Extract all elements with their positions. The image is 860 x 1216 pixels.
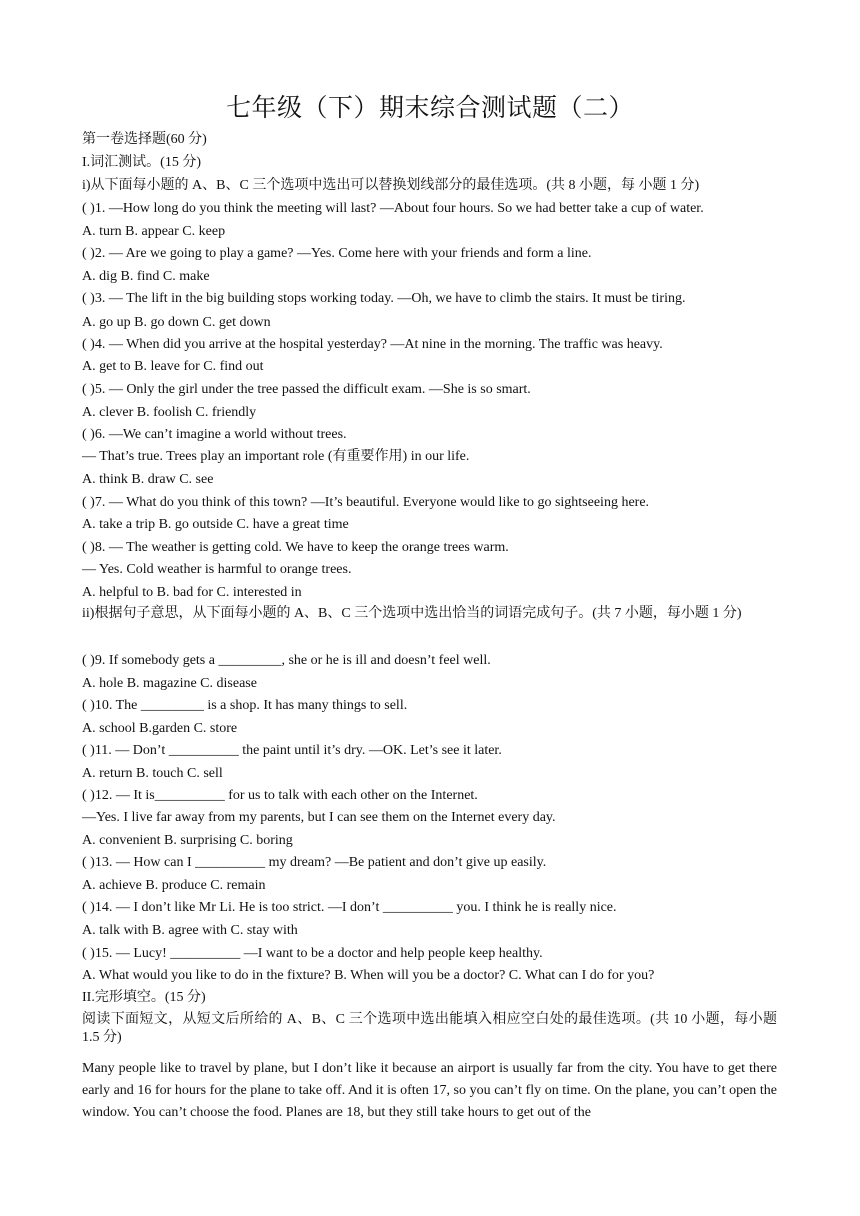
question-text: ( )2. — Are we going to play a game? —Yes. Come here with your friends and form a line. — [82, 246, 592, 261]
question-options: A. achieve B. produce C. remain — [82, 878, 266, 893]
question-text: ( )13. — How can I __________ my dream? —Be patient and don’t give up easily. — [82, 855, 547, 870]
question-options: A. take a trip B. go outside C. have a great time — [82, 517, 349, 532]
question-options: A. What would you like to do in the fixture? B. When will you be a doctor? C. What can I do for you? — [82, 968, 655, 983]
question-text: ( )11. — Don’t __________ the paint until it’s dry. —OK. Let’s see it later. — [82, 743, 502, 758]
question-text: ( )1. —How long do you think the meeting will last? —About four hours. So we had better take a cup of water. — [82, 201, 704, 216]
question-text: ( )6. —We can’t imagine a world without trees. — [82, 427, 347, 442]
question-text: ( )7. — What do you think of this town? —It’s beautiful. Everyone would like to go sightseeing here. — [82, 495, 650, 510]
question-options: A. return B. touch C. sell — [82, 766, 223, 781]
subsection-instruction: i)从下面每小题的 A、B、C 三个选项中选出可以替换划线部分的最佳选项。(共 8 小题，每 小题 1 分) — [82, 178, 700, 193]
section-cloze-heading: II.完形填空。(15 分) — [82, 990, 206, 1005]
question-text: ( )14. — I don’t like Mr Li. He is too strict. —I don’t __________ you. I think he is really nice. — [82, 900, 617, 915]
question-text: ( )9. If somebody gets a _________, she or he is ill and doesn’t feel well. — [82, 653, 491, 668]
subsection-instruction: ii)根据句子意思，从下面每小题的 A、B、C 三个选项中选出恰当的词语完成句子。(共 7 小题，每小题 1 分) — [82, 606, 742, 621]
question-options: A. helpful to B. bad for C. interested in — [82, 585, 302, 600]
question-options: A. clever B. foolish C. friendly — [82, 405, 257, 420]
question-options: A. think B. draw C. see — [82, 472, 214, 487]
question-options: A. convenient B. surprising C. boring — [82, 833, 293, 848]
question-text: —Yes. I live far away from my parents, but I can see them on the Internet every day. — [82, 810, 556, 825]
question-text: ( )12. — It is__________ for us to talk with each other on the Internet. — [82, 788, 478, 803]
question-text: ( )10. The _________ is a shop. It has many things to sell. — [82, 698, 408, 713]
question-text: — That’s true. Trees play an important role (有重要作用) in our life. — [82, 449, 470, 464]
page-title: 七年级（下）期末综合测试题（二） — [225, 95, 634, 122]
question-options: A. talk with B. agree with C. stay with — [82, 923, 298, 938]
cloze-instruction: 阅读下面短文，从短文后所给的 A、B、C 三个选项中选出能填入相应空白处的最佳选项。(共 10 小题，每小题 1.5 分) — [82, 1012, 777, 1045]
part-one-heading: 第一卷选择题(60 分) — [82, 132, 207, 147]
cloze-passage: Many people like to travel by plane, but I don’t like it because an airport is usually far from the city. You have to get there early and 16 for hours for the plane to take off. And it is often 17, so you can’t fly on time. On the plane, you can’t open the window. You can’t choose the food. Planes are 18, but they still take hours to get out of the — [82, 1061, 777, 1120]
question-text: ( )3. — The lift in the big building stops working today. —Oh, we have to climb the stairs. It must be tiring. — [82, 291, 686, 306]
question-text: — Yes. Cold weather is harmful to orange trees. — [82, 562, 352, 577]
section-vocab-heading: I.词汇测试。(15 分) — [82, 155, 201, 170]
question-options: A. school B.garden C. store — [82, 721, 238, 736]
question-text: ( )4. — When did you arrive at the hospital yesterday? —At nine in the morning. The traffic was heavy. — [82, 337, 663, 352]
question-text: ( )5. — Only the girl under the tree passed the difficult exam. —She is so smart. — [82, 382, 531, 397]
question-text: ( )15. — Lucy! __________ —I want to be a doctor and help people keep healthy. — [82, 946, 543, 961]
question-options: A. dig B. find C. make — [82, 269, 210, 284]
question-text: ( )8. — The weather is getting cold. We have to keep the orange trees warm. — [82, 540, 509, 555]
question-options: A. get to B. leave for C. find out — [82, 359, 264, 374]
question-options: A. turn B. appear C. keep — [82, 224, 226, 239]
question-options: A. go up B. go down C. get down — [82, 315, 271, 330]
question-options: A. hole B. magazine C. disease — [82, 676, 257, 691]
